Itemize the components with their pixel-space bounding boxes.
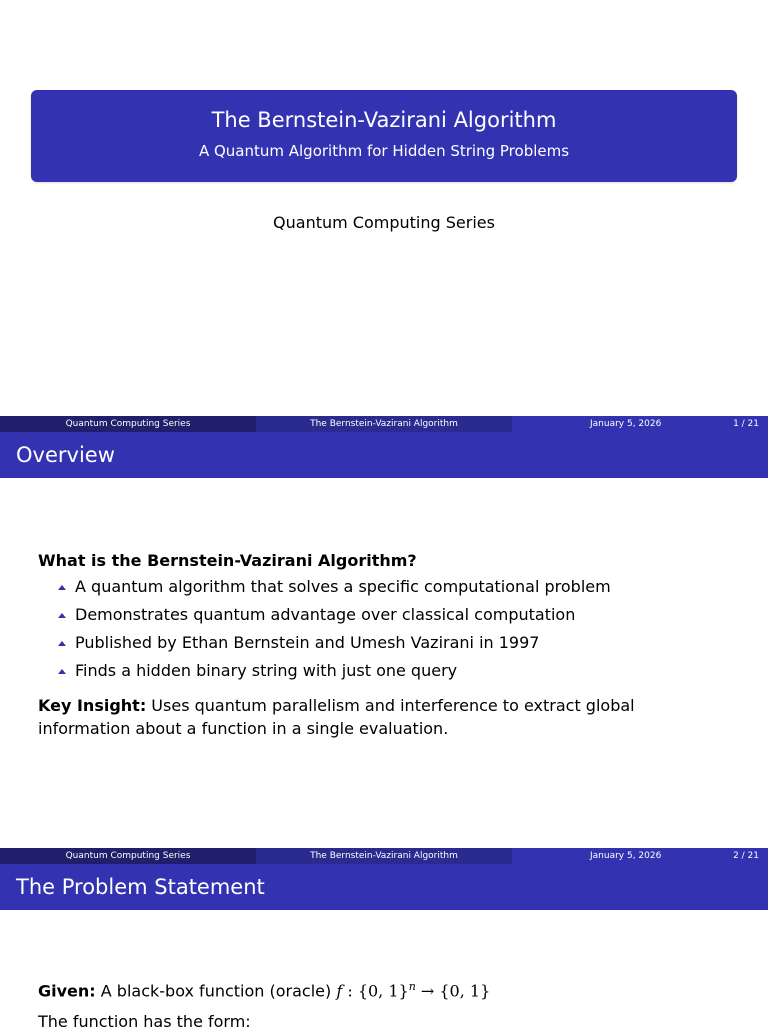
function-symbol: f — [336, 981, 343, 1001]
triangle-bullet-icon — [58, 669, 66, 675]
footline-title: The Bernstein-Vazirani Algorithm — [256, 416, 512, 432]
bullet-text: Demonstrates quantum advantage over classical computation — [75, 605, 576, 624]
frame-title: The Problem Statement — [16, 875, 265, 899]
given-label: Given: — [38, 981, 96, 1001]
frame-title-bar — [0, 864, 768, 910]
title-block — [31, 90, 737, 182]
function-domain: : {0, 1} — [342, 981, 409, 1001]
list-item — [58, 660, 730, 688]
question-heading: What is the Bernstein-Vazirani Algorithm? — [38, 551, 417, 570]
given-text: A black-box function (oracle) — [95, 981, 337, 1001]
bullet-text: Finds a hidden binary string with just one query — [75, 661, 458, 680]
triangle-bullet-icon — [58, 613, 66, 619]
footline — [0, 416, 768, 432]
frame-title-bar — [0, 432, 768, 478]
list-item — [58, 576, 730, 604]
footline-author: Quantum Computing Series — [0, 416, 256, 432]
presentation-title: The Bernstein-Vazirani Algorithm — [211, 108, 557, 132]
footline-right — [512, 848, 768, 864]
title-slide — [0, 0, 768, 416]
function-exponent: n — [408, 980, 416, 993]
list-item — [58, 632, 730, 660]
footline-date: January 5, 2026 — [590, 419, 662, 429]
key-insight-label: Key Insight: — [38, 696, 147, 715]
presentation-subtitle: A Quantum Algorithm for Hidden String Problems — [198, 142, 570, 160]
function-codomain: → {0, 1} — [415, 981, 491, 1001]
function-form-text: The function has the form: — [38, 1012, 251, 1031]
footline-page: 1 / 21 — [733, 419, 759, 429]
footline-right — [512, 416, 768, 432]
given-statement — [38, 980, 490, 1000]
key-insight — [38, 694, 730, 740]
footline — [0, 848, 768, 864]
bullet-list — [38, 576, 730, 688]
bullet-text: Published by Ethan Bernstein and Umesh Vazirani in 1997 — [75, 633, 540, 652]
triangle-bullet-icon — [58, 641, 66, 647]
bullet-text: A quantum algorithm that solves a specific computational problem — [75, 577, 611, 596]
list-item — [58, 604, 730, 632]
footline-date: January 5, 2026 — [590, 851, 662, 861]
footline-author: Quantum Computing Series — [0, 848, 256, 864]
footline-page: 2 / 21 — [733, 851, 759, 861]
author-line: Quantum Computing Series — [273, 213, 495, 232]
frame-title: Overview — [16, 443, 115, 467]
footline-title: The Bernstein-Vazirani Algorithm — [256, 848, 512, 864]
triangle-bullet-icon — [58, 585, 66, 591]
key-insight-text: Uses quantum parallelism and interference to extract global information about a function in a single evaluation. — [38, 696, 635, 738]
overview-content — [38, 551, 730, 740]
